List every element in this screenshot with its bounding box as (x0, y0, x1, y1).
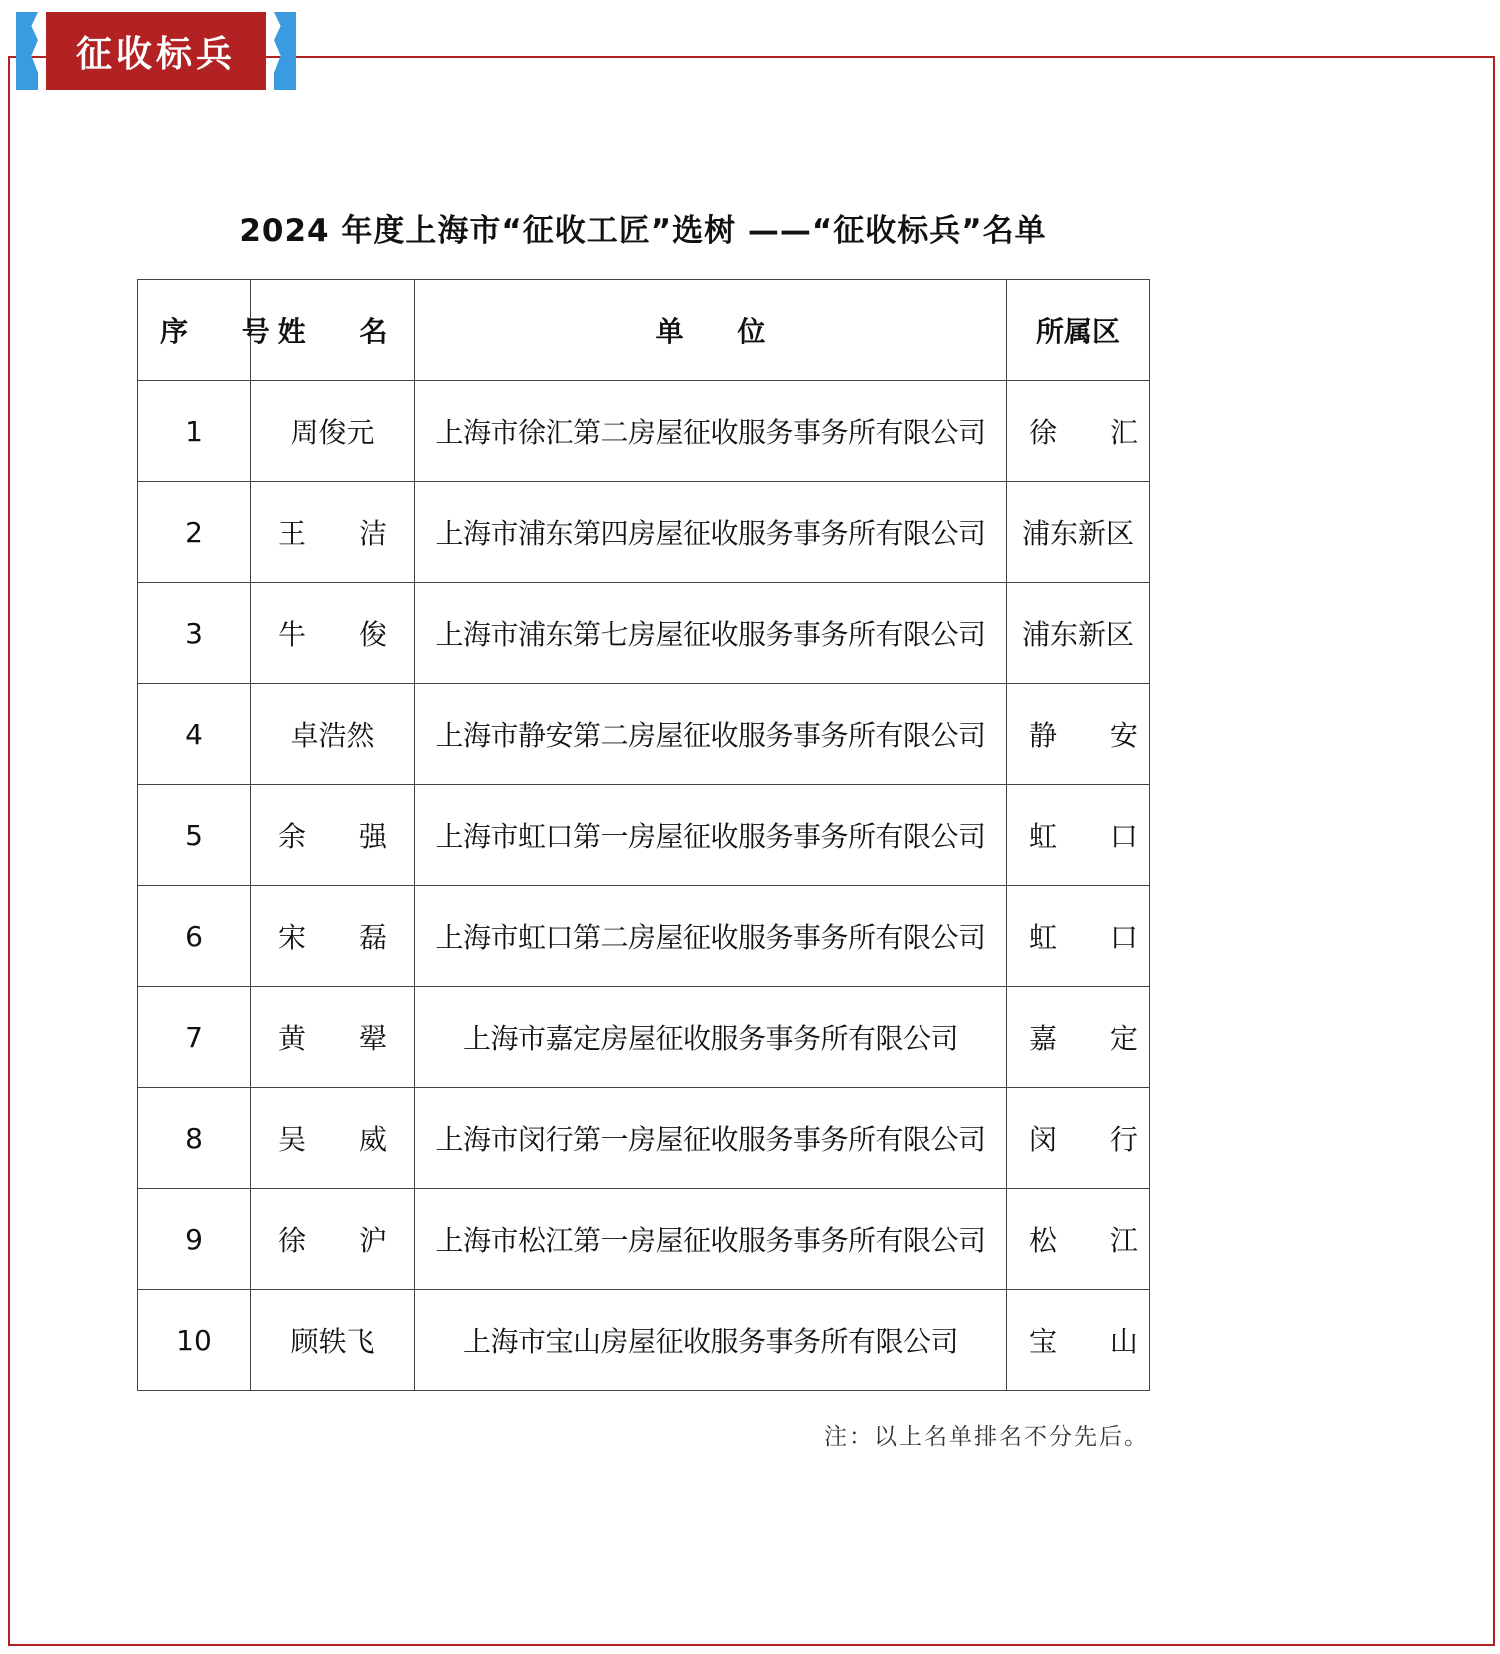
cell-district: 浦东新区 (1007, 583, 1150, 684)
cell-name: 余 强 (251, 785, 415, 886)
roster-table (137, 279, 1160, 1391)
cell-number: 4 (138, 684, 251, 785)
cell-number: 10 (138, 1290, 251, 1391)
cell-name: 王 洁 (251, 482, 415, 583)
cell-unit: 上海市浦东第四房屋征收服务事务所有限公司 (415, 482, 1007, 583)
cell-unit: 上海市嘉定房屋征收服务事务所有限公司 (415, 987, 1007, 1088)
document-title: 2024 年度上海市“征收工匠”选树 ——“征收标兵”名单 (239, 213, 1047, 249)
table-body (138, 381, 1160, 1391)
banner-right-tab (274, 12, 296, 90)
banner-left-tab (16, 12, 38, 90)
cell-unit: 上海市浦东第七房屋征收服务事务所有限公司 (415, 583, 1007, 684)
table-row (138, 1189, 1150, 1290)
cell-name: 黄 翚 (251, 987, 415, 1088)
cell-unit: 上海市徐汇第二房屋征收服务事务所有限公司 (415, 381, 1007, 482)
section-banner (16, 12, 296, 90)
cell-district: 浦东新区 (1007, 482, 1150, 583)
cell-number: 3 (138, 583, 251, 684)
table-row (138, 381, 1150, 482)
table-row (138, 583, 1150, 684)
table-row (138, 886, 1150, 987)
cell-district: 宝 山 (1007, 1290, 1150, 1391)
cell-district: 徐 汇 (1007, 381, 1150, 482)
cell-district: 虹 口 (1007, 785, 1150, 886)
cell-unit: 上海市宝山房屋征收服务事务所有限公司 (415, 1290, 1007, 1391)
cell-unit: 上海市闵行第一房屋征收服务事务所有限公司 (415, 1088, 1007, 1189)
cell-name: 卓浩然 (251, 684, 415, 785)
table-row (138, 1088, 1150, 1189)
cell-name: 徐 沪 (251, 1189, 415, 1290)
cell-unit: 上海市松江第一房屋征收服务事务所有限公司 (415, 1189, 1007, 1290)
header-unit: 单 位 (415, 280, 1007, 381)
cell-district: 松 江 (1007, 1189, 1150, 1290)
cell-number: 7 (138, 987, 251, 1088)
cell-unit: 上海市静安第二房屋征收服务事务所有限公司 (415, 684, 1007, 785)
cell-district: 虹 口 (1007, 886, 1150, 987)
cell-name: 周俊元 (251, 381, 415, 482)
table-row (138, 987, 1150, 1088)
cell-unit: 上海市虹口第二房屋征收服务事务所有限公司 (415, 886, 1007, 987)
cell-district: 静 安 (1007, 684, 1150, 785)
cell-number: 5 (138, 785, 251, 886)
table-row (138, 785, 1150, 886)
table-row (138, 1290, 1150, 1391)
footnote: 注：以上名单排名不分先后。 (824, 1424, 1149, 1450)
cell-district: 闵 行 (1007, 1088, 1150, 1189)
header-number: 序 号 (138, 280, 251, 381)
cell-number: 8 (138, 1088, 251, 1189)
cell-number: 9 (138, 1189, 251, 1290)
header-name: 姓 名 (251, 280, 415, 381)
table-row (138, 684, 1150, 785)
cell-number: 1 (138, 381, 251, 482)
table-header-row (138, 280, 1150, 381)
cell-number: 2 (138, 482, 251, 583)
cell-name: 宋 磊 (251, 886, 415, 987)
cell-name: 顾轶飞 (251, 1290, 415, 1391)
header-district: 所属区 (1007, 280, 1150, 381)
table-row (138, 482, 1150, 583)
cell-number: 6 (138, 886, 251, 987)
cell-unit: 上海市虹口第一房屋征收服务事务所有限公司 (415, 785, 1007, 886)
cell-name: 吴 威 (251, 1088, 415, 1189)
banner-label: 征收标兵 (46, 12, 266, 90)
cell-district: 嘉 定 (1007, 987, 1150, 1088)
cell-name: 牛 俊 (251, 583, 415, 684)
